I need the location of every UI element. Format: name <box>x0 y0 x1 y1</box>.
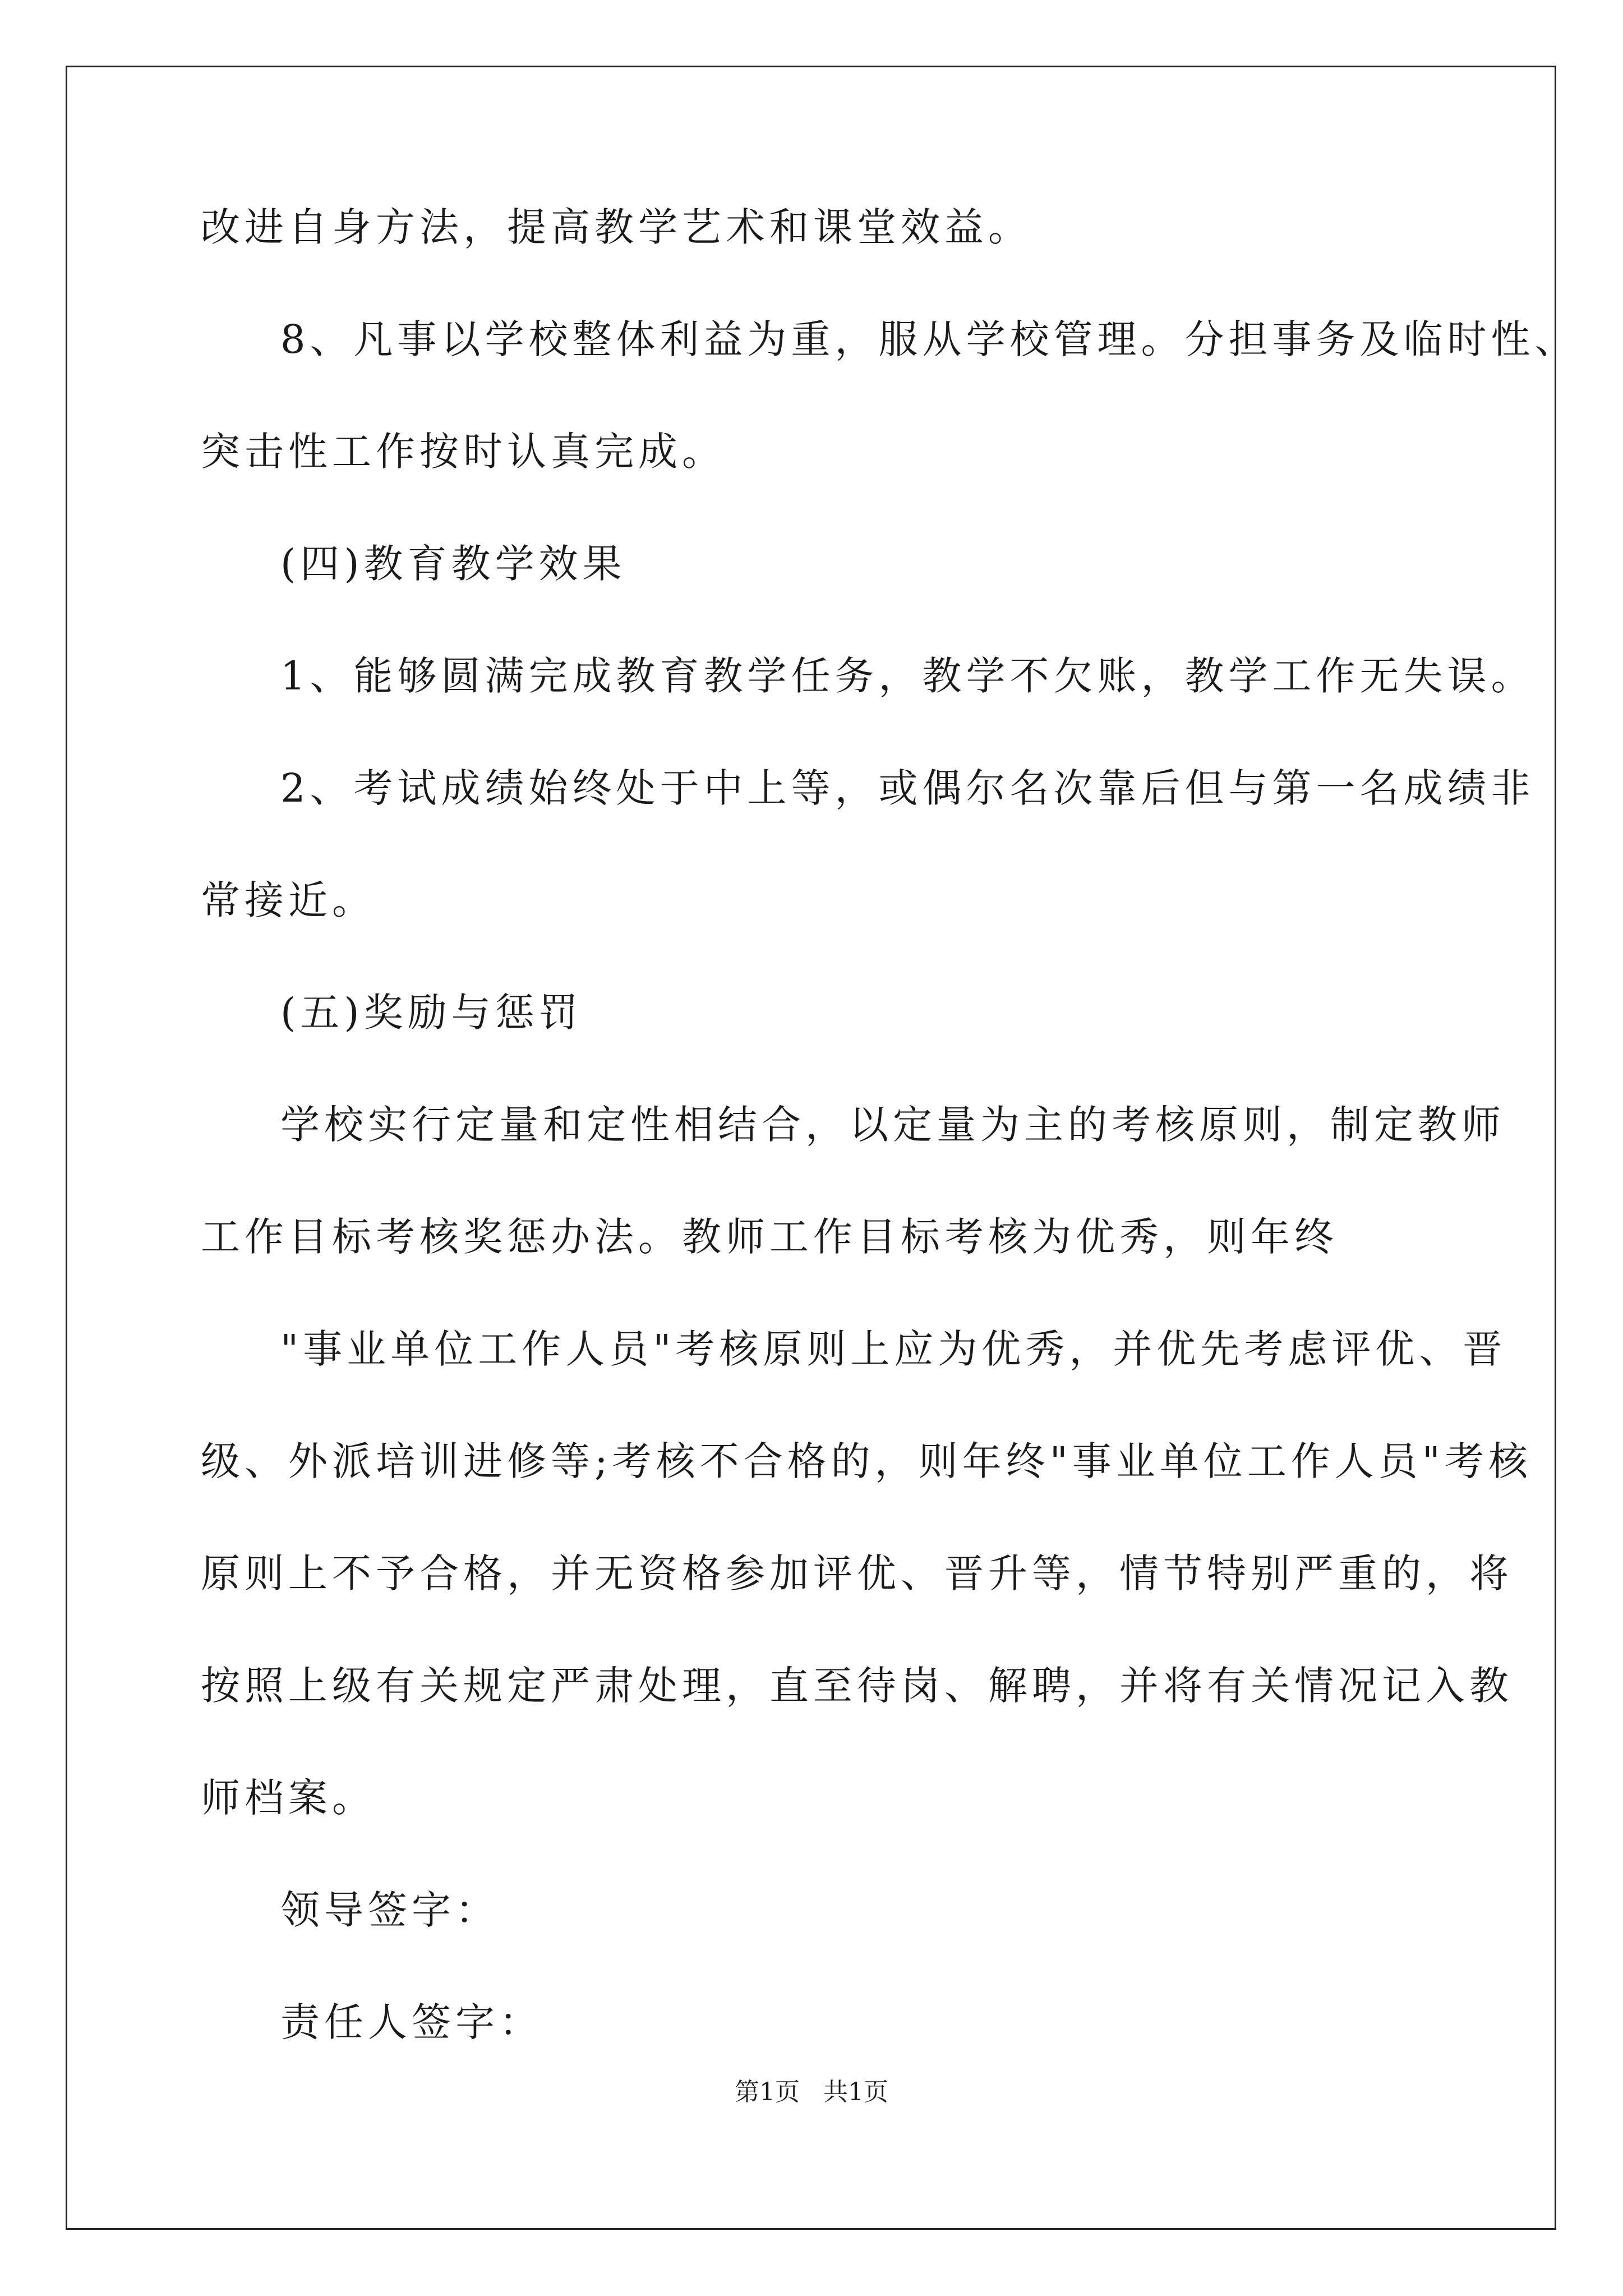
text-line: 8、凡事以学校整体利益为重，服从学校管理。分担事务及临时性、 <box>280 316 1579 362</box>
page-footer: 第1页 共1页 <box>735 2078 888 2106</box>
text-line: 常接近。 <box>201 877 376 923</box>
section-heading: (四)教育教学效果 <box>280 541 626 587</box>
leader-signature-label: 领导签字： <box>280 1887 499 1933</box>
text-line: 改进自身方法，提高教学艺术和课堂效益。 <box>201 204 1032 250</box>
section-heading: (五)奖励与惩罚 <box>280 990 583 1036</box>
text-line: 1、能够圆满完成教育教学任务，教学不欠账，教学工作无失误。 <box>280 653 1535 699</box>
text-line: "事业单位工作人员"考核原则上应为优秀，并优先考虑评优、晋 <box>280 1326 1507 1372</box>
text-line: 师档案。 <box>201 1775 376 1821</box>
text-line: 2、考试成绩始终处于中上等，或偶尔名次靠后但与第一名成绩非 <box>280 765 1535 811</box>
text-line: 按照上级有关规定严肃处理，直至待岗、解聘，并将有关情况记入教 <box>201 1663 1513 1709</box>
responsible-person-signature-label: 责任人签字： <box>280 1999 543 2045</box>
text-line: 工作目标考核奖惩办法。教师工作目标考核为优秀，则年终 <box>201 1214 1338 1260</box>
text-line: 学校实行定量和定性相结合，以定量为主的考核原则，制定教师 <box>280 1102 1505 1148</box>
text-line: 突击性工作按时认真完成。 <box>201 429 726 475</box>
text-line: 级、外派培训进修等;考核不合格的，则年终"事业单位工作人员"考核 <box>201 1438 1532 1484</box>
text-line: 原则上不予合格，并无资格参加评优、晋升等，情节特别严重的，将 <box>201 1550 1513 1596</box>
